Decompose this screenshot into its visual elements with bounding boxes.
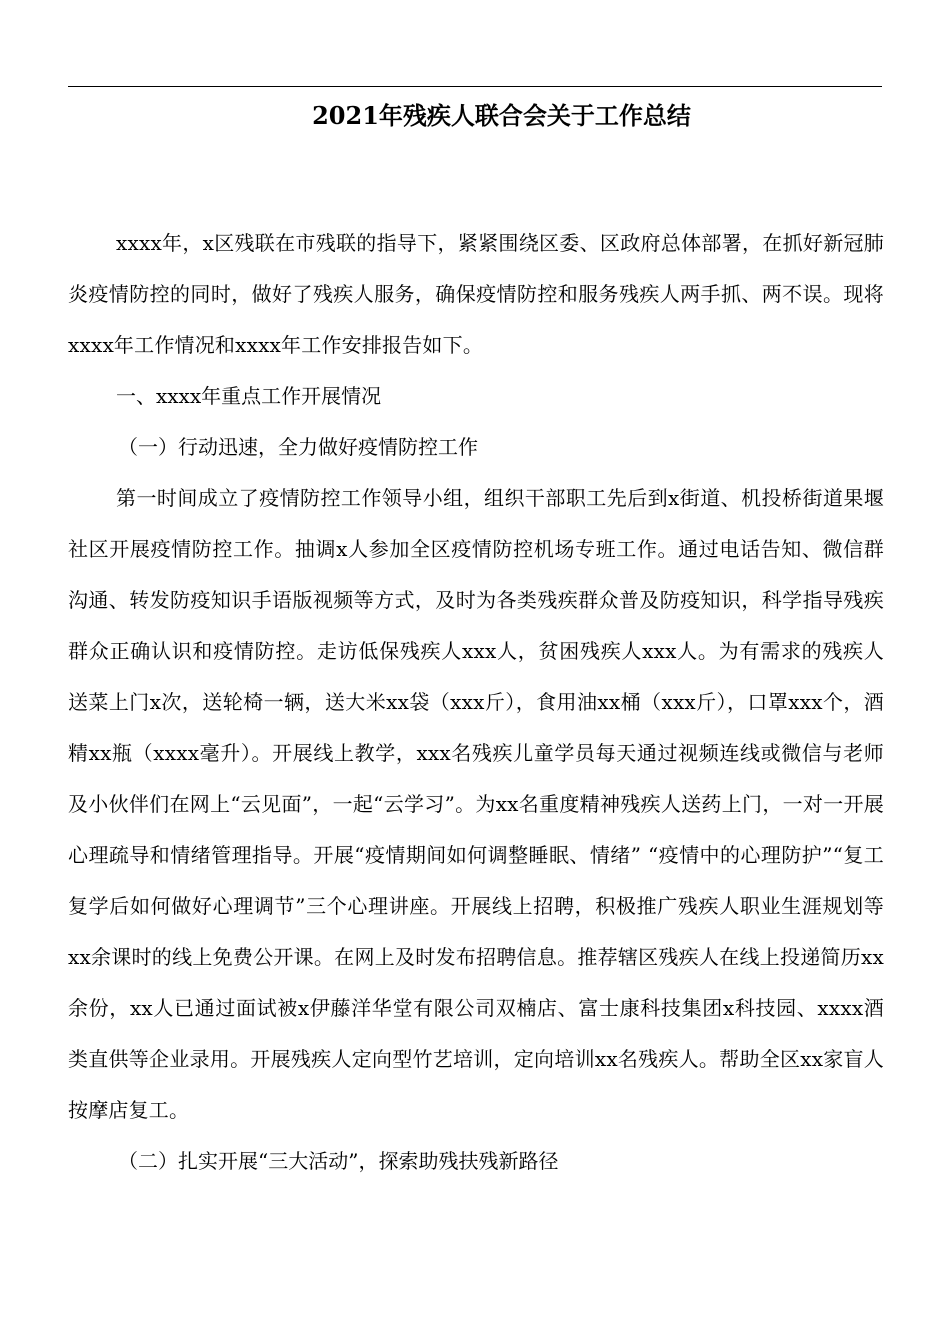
section-heading-1: 一、xxxx年重点工作开展情况 [116,384,382,408]
document-title: 2021年残疾人联合会关于工作总结 [312,101,691,130]
header-rule [68,86,882,87]
document-body [68,218,884,1187]
subsection-heading-2: （二）扎实开展“三大活动”，探索助残扶残新路径 [118,1149,559,1173]
intro-paragraph: xxxx年，x区残联在市残联的指导下，紧紧围绕区委、区政府总体部署，在抓好新冠肺炎疫情防控的同时，做好了残疾人服务，确保疫情防控和服务残疾人两手抓、两不误。现将xxxx年工作情况和xxxx年工作安排报告如下。 [68,231,884,357]
subsection-1-paragraph: 第一时间成立了疫情防控工作领导小组，组织干部职工先后到x街道、机投桥街道果堰社区开展疫情防控工作。抽调x人参加全区疫情防控机场专班工作。通过电话告知、微信群沟通、转发防疫知识手语版视频等方式，及时为各类残疾群众普及防疫知识，科学指导残疾群众正确认识和疫情防控。走访低保残疾人xxx人，贫困残疾人xxx人。为有需求的残疾人送菜上门x次，送轮椅一辆，送大米xx袋（xxx斤），食用油xx桶（xxx斤），口罩xxx个，酒精xx瓶（xxxx毫升）。开展线上教学，xxx名残疾儿童学员每天通过视频连线或微信与老师及小伙伴们在网上“云见面”，一起“云学习”。为xx名重度精神残疾人送药上门，一对一开展心理疏导和情绪管理指导。开展“疫情期间如何调整睡眠、情绪” “疫情中的心理防护”“复工复学后如何做好心理调节”三个心理讲座。开展线上招聘，积极推广残疾人职业生涯规划等xx余课时的线上免费公开课。在网上及时发布招聘信息。推荐辖区残疾人在线上投递简历xx余份，xx人已通过面试被x伊藤洋华堂有限公司双楠店、富士康科技集团x科技园、xxxx酒类直供等企业录用。开展残疾人定向型竹艺培训，定向培训xx名残疾人。帮助全区xx家盲人按摩店复工。 [68,486,884,1122]
subsection-heading-1: （一）行动迅速，全力做好疫情防控工作 [118,435,478,459]
